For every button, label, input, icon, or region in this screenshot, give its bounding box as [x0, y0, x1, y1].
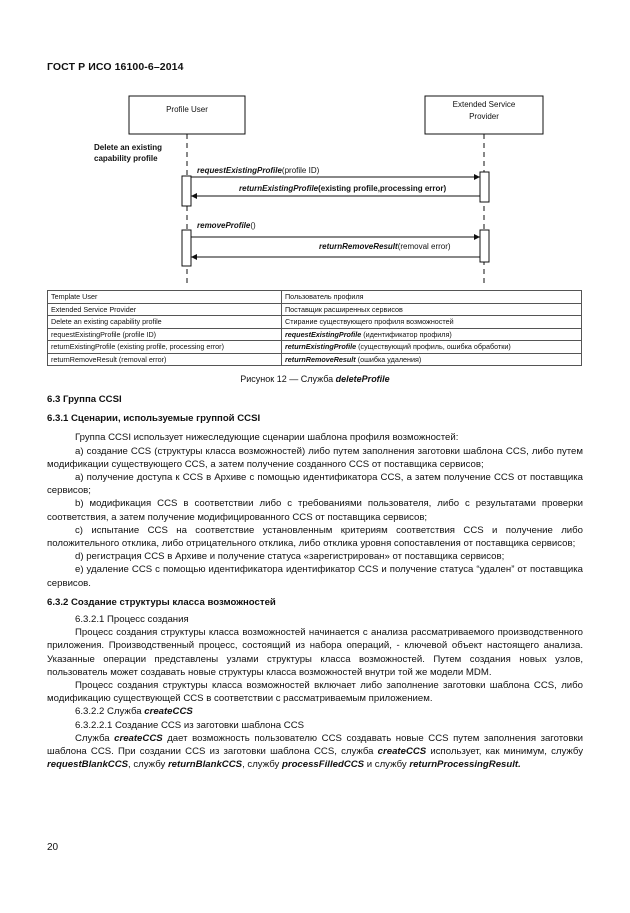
- list-item: c) испытание CCS на соответствие установленным критериям соответствия CCS и получение либо положительного отклика, либо отрицательного отклика, либо отклика уровня сопоставления от поставщика сервисов;: [47, 524, 583, 550]
- legend-en: Template User: [48, 291, 282, 304]
- sub-subsection-heading: 6.3.2.1 Процесс создания: [75, 614, 189, 626]
- legend-row: [48, 353, 582, 366]
- message-label-remove: removeProfile(): [197, 221, 256, 230]
- actor-box-profile-user: [129, 96, 245, 134]
- section-heading: 6.3 Группа CCSI: [47, 394, 122, 405]
- sub-subsection-heading: 6.3.2.2.1 Создание CCS из заготовки шаблона CCS: [75, 719, 305, 731]
- paragraph: Группа CCSI использует нижеследующие сценарии шаблона профиля возможностей:: [75, 432, 459, 444]
- sequence-diagram: [0, 0, 630, 290]
- legend-en: Delete an existing capability profile: [48, 316, 282, 329]
- paragraph: Служба createCCS дает возможность пользователю CCS создавать новые CCS путем заполнения заготовки шаблона CCS. При создании CCS из заготовки шаблона CCS, служба createCCS использует, как минимум, службу requestBlankCCS, службу returnBlankCCS, службу processFilledCCS и службу returnProcessingResult.: [47, 732, 583, 771]
- paragraph: Процесс создания структуры класса возможностей включает либо заполнение заготовки шаблона CCS, либо модификацию существующей CCS в соответствии с рассматриваемым приложением.: [47, 680, 583, 705]
- list-item: a) создание CCS (структуры класса возможностей) либо путем заполнения заготовки шаблона CCS, либо путем модификации существующего CCS, а затем получение созданного CCS от поставщика сервисов;: [47, 445, 583, 470]
- legend-ru: returnRemoveResult (ошибка удаления): [282, 353, 582, 366]
- legend-ru: Поставщик расширенных сервисов: [282, 303, 582, 316]
- message-label-return-result: returnRemoveResult(removal error): [319, 242, 451, 251]
- actor-label-profile-user: Profile User: [166, 105, 208, 114]
- legend-row: [48, 303, 582, 316]
- paragraph: Процесс создания структуры класса возможностей начинается с анализа рассматриваемого производственного приложения. Производственный процесс, состоящий из набора операций, - ключевой объект настоящего анализа. Указанные операции представлены узлами структуры класса возможностей. Путем создания новых узлов, пользователь может создавать новые структуры класса возможностей внутри той же модели MDM.: [47, 627, 583, 678]
- legend-ru: Стирание существующего профиля возможностей: [282, 316, 582, 329]
- legend-row: [48, 316, 582, 329]
- legend-ru: requestExistingProfile (идентификатор профиля): [282, 328, 582, 341]
- activation-user-1: [182, 176, 191, 206]
- activation-provider-2: [480, 230, 489, 262]
- actor-label-service-provider-line1: Extended Service: [452, 100, 516, 109]
- legend-row: [48, 291, 582, 304]
- document-header: ГОСТ Р ИСО 16100-6–2014: [47, 61, 184, 73]
- subsection-heading: 6.3.2 Создание структуры класса возможностей: [47, 596, 276, 608]
- note-line2: capability profile: [94, 154, 158, 163]
- activation-provider-1: [480, 172, 489, 202]
- legend-en: returnExistingProfile (existing profile, processing error): [48, 341, 282, 354]
- legend-table: [47, 290, 582, 366]
- list-item: b) модификация CCS в соответствии либо с требованиями пользователя, либо с результатами проверки соответствия, а затем получение модифицированного CCS от поставщика сервисов;: [47, 498, 583, 523]
- message-label-return-profile: returnExistingProfile(existing profile,processing error): [239, 184, 447, 193]
- sub-subsection-heading: 6.3.2.2 Служба createCCS: [75, 706, 193, 718]
- legend-row: [48, 341, 582, 354]
- legend-en: returnRemoveResult (removal error): [48, 353, 282, 366]
- note-line1: Delete an existing: [94, 143, 163, 152]
- activation-user-2: [182, 230, 191, 266]
- legend-ru: returnExistingProfile (существующий профиль, ошибка обработки): [282, 341, 582, 354]
- figure-caption: Рисунок 12 — Служба deleteProfile: [240, 374, 390, 384]
- list-item: e) удаление CCS с помощью идентификатора идентификатор CCS и получение статуса “удален” от поставщика сервисов.: [47, 564, 583, 589]
- legend-en: Extended Service Provider: [48, 303, 282, 316]
- legend-row: [48, 328, 582, 341]
- list-item: d) регистрация CCS в Архиве и получение статуса «зарегистрирован» от поставщика сервисов;: [75, 551, 505, 563]
- list-item: a) получение доступа к CCS в Архиве с помощью идентификатора CCS, а затем получение CCS от поставщика сервисов;: [47, 472, 583, 497]
- subsection-heading: 6.3.1 Сценарии, используемые группой CCSI: [47, 413, 261, 425]
- message-label-request: requestExistingProfile(profile ID): [197, 166, 320, 175]
- page-number: 20: [47, 842, 59, 853]
- actor-label-service-provider-line2: Provider: [469, 112, 499, 121]
- body-text: [47, 393, 583, 771]
- legend-ru: Пользователь профиля: [282, 291, 582, 304]
- legend-en: requestExistingProfile (profile ID): [48, 328, 282, 341]
